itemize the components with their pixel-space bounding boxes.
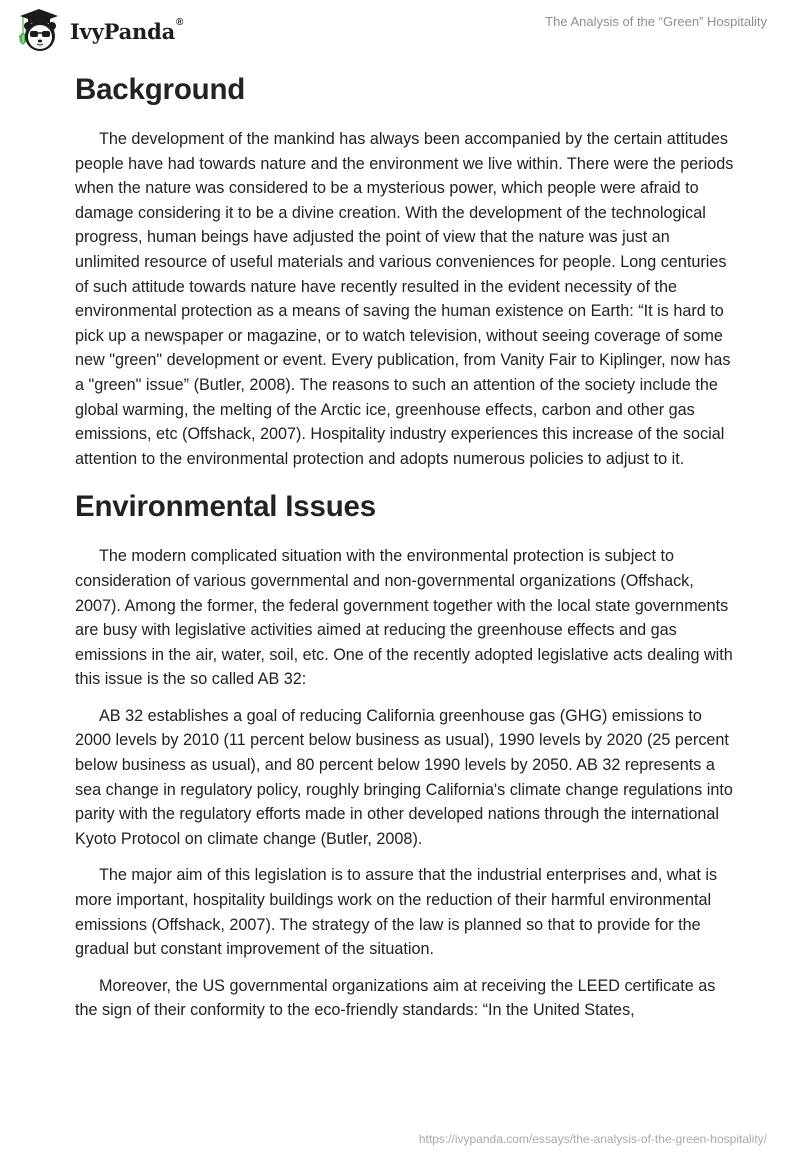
ivypanda-logo[interactable]	[16, 7, 183, 53]
article-body	[75, 69, 735, 1023]
source-url[interactable]: https://ivypanda.com/essays/the-analysis-of-the-green-hospitality/	[418, 1132, 767, 1146]
panda-graduate-icon	[16, 7, 62, 53]
paragraph: Moreover, the US governmental organizations aim at receiving the LEED certificate as the sign of their conformity to the eco-friendly standards: “In the United States,	[75, 976, 716, 1020]
document-title: The Analysis of the “Green” Hospitality	[545, 14, 767, 29]
logo-wordmark: IvyPanda®	[70, 16, 184, 44]
paragraph: The modern complicated situation with the environmental protection is subject to consideration of various governmental and non-governmental organizations (Offshack, 2007). Among the former, the federal government together with the local state governments are busy with legislative activities aimed at reducing the greenhouse effects and gas emissions in the air, water, soil, etc. One of the recently adopted legislative acts dealing with this issue is the so called AB 32:	[75, 547, 733, 689]
section-heading-background: Background	[75, 73, 246, 106]
paragraph: The major aim of this legislation is to assure that the industrial enterprises and, what is more important, hospitality buildings work on the reduction of their harmful environmental emissions (Offshack, 2007). The strategy of the law is planned so that to provide for the gradual but constant improvement of the situation.	[75, 866, 718, 959]
page-header	[0, 0, 800, 62]
block-quote-paragraph: AB 32 establishes a goal of reducing California greenhouse gas (GHG) emissions to 2000 levels by 2010 (11 percent below business as usual), 1990 levels by 2020 (25 percent below business as usual), and 80 percent below 1990 levels by 2050. AB 32 represents a sea change in regulatory policy, roughly bringing California's climate change regulations into parity with the regulatory efforts made in other developed nations through the international Kyoto Protocol on climate change (Butler, 2008).	[75, 706, 733, 848]
section-heading-environmental-issues: Environmental Issues	[75, 490, 376, 524]
paragraph: The development of the mankind has always been accompanied by the certain attitudes people have had towards nature and the environment we live within. There were the periods when the nature was considered to be a mysterious power, which people were afraid to damage considering it to be a divine creation. With the development of the technological progress, human beings have adjusted the point of view that the nature was just an unlimited resource of useful materials and various conveniences for people. Long centuries of such attitude towards nature have recently resulted in the evident necessity of the environmental protection as a means of saving the human existence on Earth: “It is hard to pick up a newspaper or magazine, or to watch television, without seeing coverage of some new "green" development or event. Every publication, from Vanity Fair to Kiplinger, now has a "green" issue” (Butler, 2008). The reasons to such an attention of the society include the global warming, the melting of the Arctic ice, greenhouse effects, carbon and other gas emissions, etc (Offshack, 2007). Hospitality industry experiences this increase of the social attention to the environmental protection and adopts numerous policies to adjust to it.	[75, 130, 734, 468]
